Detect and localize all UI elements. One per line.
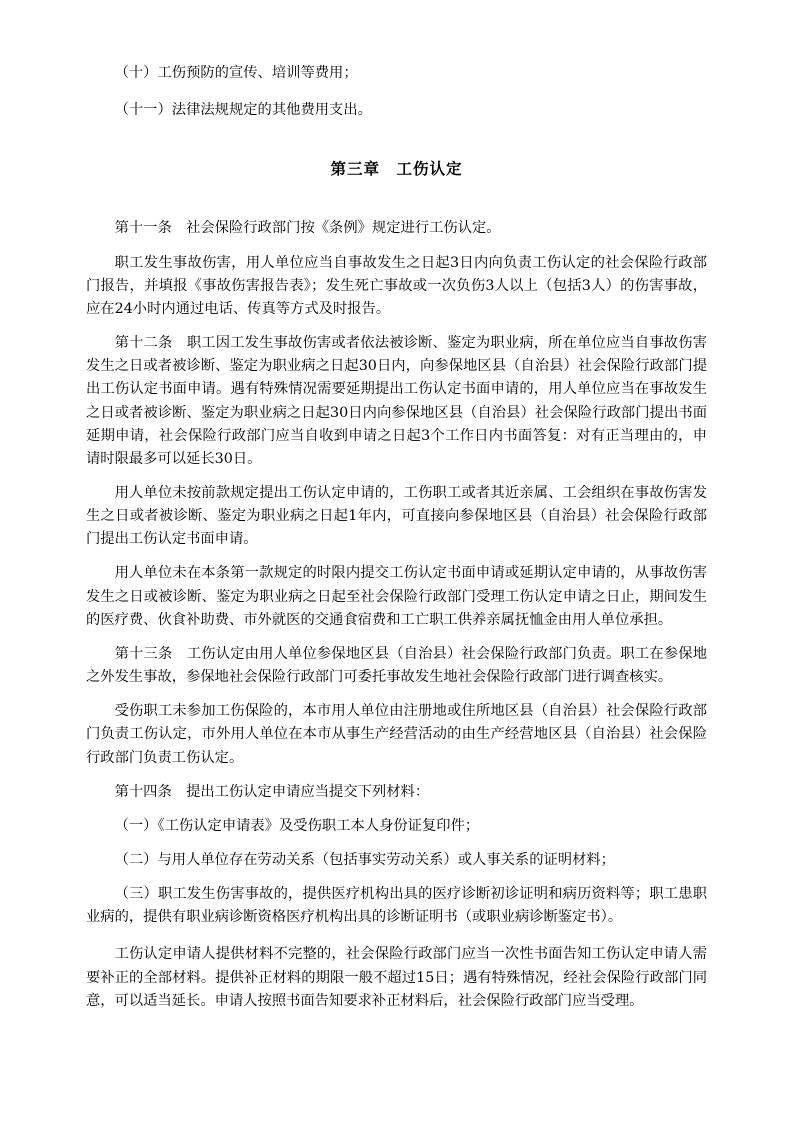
paragraph-article-14-item-2: （二）与用人单位存在劳动关系（包括事实劳动关系）或人事关系的证明材料； [114,852,615,869]
spacer [86,929,707,943]
paragraph-article-12: 第十二条 职工因工发生事故伤害或者依法被诊断、鉴定为职业病，所在单位应当自事故伤害发生之日或者被诊断、鉴定为职业病之日起30日内，向参保地区县（自治县）社会保险行政部门提出工伤认定书面申请。遇有特殊情况需要延期提出工伤认定书面申请的，用人单位应当在事故发生之日或者被诊断、鉴定为职业病之日起30日内向参保地区县（自治县）社会保险行政部门提出书面延期申请，社会保险行政部门应当自收到申请之日起3个工作日内书面答复：对有正当理由的，申请时限最多可以延长30日。 [86,335,707,467]
paragraph-article-11-p2: 职工发生事故伤害，用人单位应当自事故发生之日起3日内向负责工伤认定的社会保险行政部门报告，并填报《事故伤害报告表》；发生死亡事故或一次负伤3人以上（包括3人）的伤害事故，应在24小时内通过电话、传真等方式及时报告。 [86,254,707,317]
spacer [86,85,707,99]
paragraph-article-12-p3: 用人单位未在本条第一款规定的时限内提交工伤认定书面申请或延期认定申请的，从事故伤害发生之日或被诊断、鉴定为职业病之日起至社会保险行政部门受理工伤认定申请之日止，期间发生的医疗费、伙食补助费、市外就医的交通食宿费和工亡职工供养亲属抚恤金由用人单位承担。 [86,565,707,628]
paragraph-article-14-p2: 工伤认定申请人提供材料不完整的，社会保险行政部门应当一次性书面告知工伤认定申请人需要补正的全部材料。提供补正材料的期限一般不超过15日；遇有特殊情况，经社会保险行政部门同意，可以适当延长。申请人按照书面告知要求补正材料后，社会保险行政部门应当受理。 [86,946,707,1009]
paragraph-article-11: 第十一条 社会保险行政部门按《条例》规定进行工伤认定。 [114,220,501,237]
spacer [86,241,707,252]
document-body [86,62,707,1013]
paragraph-article-14: 第十四条 提出工伤认定申请应当提交下列材料： [114,783,430,800]
chapter-heading: 第三章 工伤认定 [330,159,463,179]
spacer [86,804,707,815]
paragraph-article-13: 第十三条 工伤认定由用人单位参保地区县（自治县）社会保险行政部门负责。职工在参保地之外发生事故，参保地社会保险行政部门可委托事故发生地社会保险行政部门进行调查核实。 [86,645,707,686]
paragraph-item-10: （十）工伤预防的宣传、培训等费用； [114,65,358,81]
paragraph-article-14-item-1: （一）《工伤认定申请表》及受伤职工本人身份证复印件； [114,817,480,834]
spacer [86,838,707,849]
spacer [86,632,707,643]
spacer [86,770,707,781]
paragraph-article-13-p2: 受伤职工未参加工伤保险的，本市用人单位由注册地或住所地区县（自治县）社会保险行政部门负责工伤认定，市外用人单位在本市从事生产经营活动的由生产经营地区县（自治县）社会保险行政部门负责工伤认定。 [86,703,707,766]
paragraph-article-12-p2: 用人单位未按前款规定提出工伤认定申请的，工伤职工或者其近亲属、工会组织在事故伤害发生之日或者被诊断、鉴定为职业病之日起1年内，可直接向参保地区县（自治县）社会保险行政部门提出工伤认定书面申请。 [86,484,707,548]
spacer [86,321,707,332]
paragraph-item-11: （十一）法律法规规定的其他费用支出。 [114,102,372,119]
spacer [86,551,707,562]
spacer [86,872,707,883]
paragraph-article-14-item-3: （三）职工发生伤害事故的，提供医疗机构出具的医疗诊断初诊证明和病历资料等；职工患职业病的，提供有职业病诊断资格医疗机构出具的诊断证明书（或职业病诊断鉴定书）。 [86,886,707,926]
spacer [86,689,707,700]
spacer [86,471,707,482]
